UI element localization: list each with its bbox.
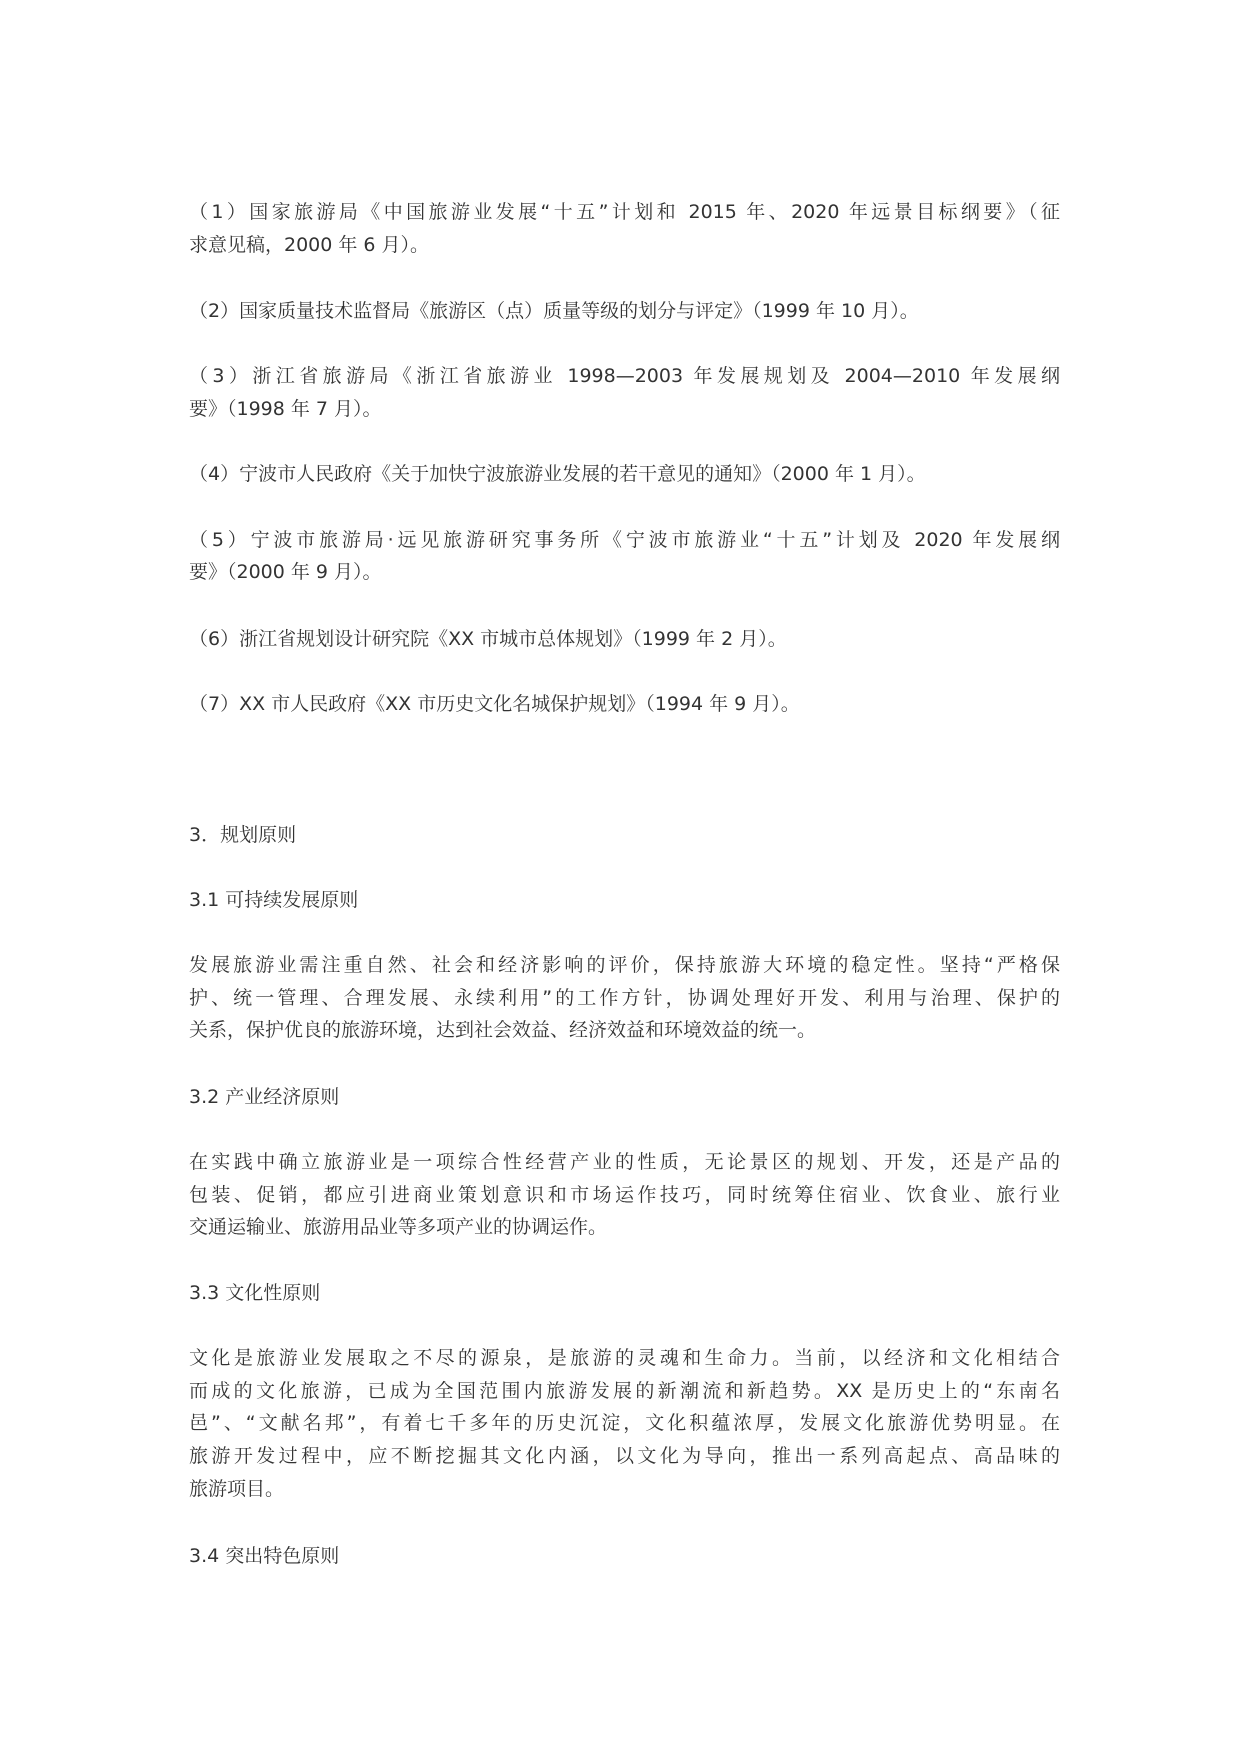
reference-1-line-1: （1）国家旅游局《中国旅游业发展“十五”计划和 2015 年、2020 年远景目标纲要》（征 (189, 201, 1060, 223)
subsection-3-3-line-2: 而成的文化旅游，已成为全国范围内旅游发展的新潮流和新趋势。XX 是历史上的“东南名 (189, 1380, 1060, 1402)
reference-7: （7）XX 市人民政府《XX 市历史文化名城保护规划》（1994 年 9 月）。 (189, 693, 800, 715)
reference-1-line-2: 求意见稿，2000 年 6 月）。 (189, 234, 430, 256)
subsection-3-3-title: 3.3 文化性原则 (189, 1282, 321, 1304)
subsection-3-2-title: 3.2 产业经济原则 (189, 1086, 340, 1108)
subsection-3-2-line-1: 在实践中确立旅游业是一项综合性经营产业的性质，无论景区的规划、开发，还是产品的 (189, 1151, 1060, 1173)
subsection-3-1-title: 3.1 可持续发展原则 (189, 889, 359, 911)
reference-6: （6）浙江省规划设计研究院《XX 市城市总体规划》（1999 年 2 月）。 (189, 628, 787, 650)
reference-5-line-1: （5）宁波市旅游局·远见旅游研究事务所《宁波市旅游业“十五”计划及 2020 年发展纲 (189, 529, 1060, 551)
subsection-3-3-line-5: 旅游项目。 (189, 1478, 285, 1500)
reference-5-line-2: 要》（2000 年 9 月）。 (189, 561, 382, 583)
subsection-3-1-line-2: 护、统一管理、合理发展、永续利用”的工作方针，协调处理好开发、利用与治理、保护的 (189, 987, 1060, 1009)
subsection-3-1-line-1: 发展旅游业需注重自然、社会和经济影响的评价，保持旅游大环境的稳定性。坚持“严格保 (189, 954, 1060, 976)
reference-3-line-2: 要》（1998 年 7 月）。 (189, 398, 382, 420)
subsection-3-1-line-3: 关系，保护优良的旅游环境，达到社会效益、经济效益和环境效益的统一。 (189, 1019, 817, 1041)
subsection-3-3-line-3: 邑”、“文献名邦”，有着七千多年的历史沉淀，文化积蕴浓厚，发展文化旅游优势明显。在 (189, 1412, 1060, 1434)
subsection-3-2-line-3: 交通运输业、旅游用品业等多项产业的协调运作。 (189, 1216, 608, 1238)
reference-2: （2）国家质量技术监督局《旅游区（点）质量等级的划分与评定》（1999 年 10 月）。 (189, 300, 919, 322)
reference-4: （4）宁波市人民政府《关于加快宁波旅游业发展的若干意见的通知》（2000 年 1 月）。 (189, 463, 926, 485)
subsection-3-3-line-1: 文化是旅游业发展取之不尽的源泉，是旅游的灵魂和生命力。当前，以经济和文化相结合 (189, 1347, 1060, 1369)
reference-3-line-1: （3）浙江省旅游局《浙江省旅游业 1998—2003 年发展规划及 2004—2010 年发展纲 (189, 365, 1060, 387)
subsection-3-3-line-4: 旅游开发过程中，应不断挖掘其文化内涵，以文化为导向，推出一系列高起点、高品味的 (189, 1445, 1060, 1467)
subsection-3-4-title: 3.4 突出特色原则 (189, 1545, 340, 1567)
subsection-3-2-line-2: 包装、促销，都应引进商业策划意识和市场运作技巧，同时统筹住宿业、饮食业、旅行业 (189, 1184, 1060, 1206)
section-heading: 3．规划原则 (189, 824, 297, 846)
